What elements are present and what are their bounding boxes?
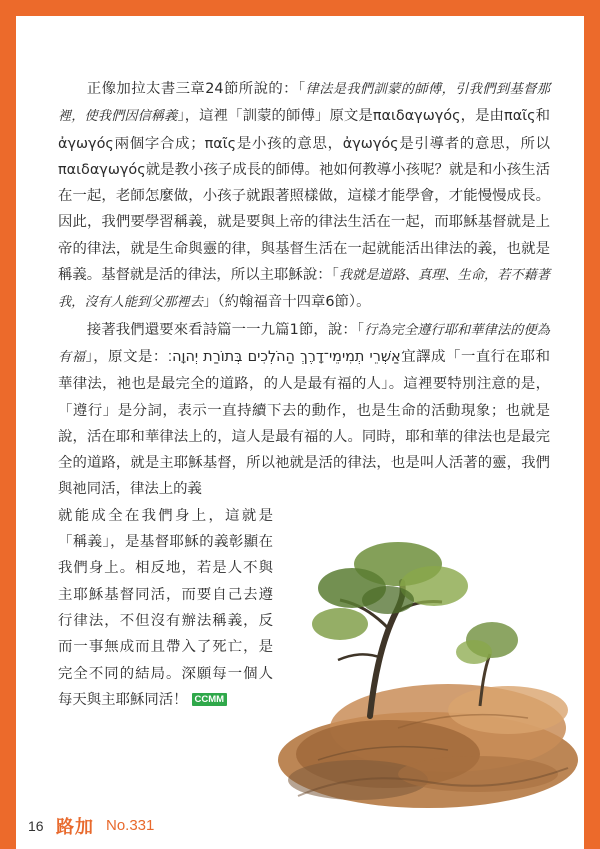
text-run: 兩個字合成；: [113, 135, 205, 152]
greek-word: παιδαγωγός: [372, 108, 461, 125]
paragraph-2-continued: [58, 503, 273, 713]
text-run: 接著我們還要來看詩篇一一九篇1節，說：「: [86, 321, 365, 338]
text-run: 就能成全在我們身上，這就是「稱義」，是基督耶穌的義彰顯在我們身上。相反地，若是人不與主耶穌基督同活，而要自己去遵行律法，不但沒有辦法稱義，反而一事無成而且帶入了死亡，是完全不同的結局。深願每一個人每天與主耶穌同活！: [58, 507, 273, 708]
text-run: 就是教小孩子成長的師傅。祂如何教導小孩呢？就是和小孩生活在一起，老師怎麼做，小孩子就跟著照樣做，這樣才能學會，才能慢慢成長。因此，我們要學習稱義，就是要與上帝的律法生活在一起，而耶穌基督就是上帝的律法，就是生命與靈的律，與基督生活在一起就能活出律法的義，也就是稱義。基督就是活的律法，所以主耶穌說：「: [58, 161, 550, 284]
hebrew-text: אַשְׁרֵי תְמִימֵי־דָרֶךְ הַהֹלְכִים בְּתוֹרַת יְהוָה׃: [167, 348, 401, 365]
paragraph-2: [58, 317, 550, 503]
scripture-quote: 律法是我們訓蒙的師傅，引我們到基督那裡，使我們因信稱義: [58, 82, 550, 125]
issue-number: No.331: [106, 817, 155, 834]
greek-word: παῖς: [204, 135, 237, 152]
text-run: 宜譯成「一直行在耶和華律法，祂也是最完全的道路，的人是最有福的人」。這裡要特別注意的是，「遵行」是分詞，表示一直持續下去的動作，也是生命的活動現象；也就是說，活在耶和華律法上的，這人是最有福的人。同時，耶和華的律法也是最完全的道路，就是主耶穌基督，所以祂就是活的律法，也是叫人活著的靈，我們與祂同活，律法上的義: [58, 348, 550, 498]
text-run: 正像加拉太書三章24節所說的：「: [86, 81, 306, 97]
tree-illustration: [278, 528, 580, 810]
paragraph-1: [58, 76, 550, 317]
greek-word: παιδαγωγός: [58, 161, 146, 178]
publication-logo: 路加: [56, 817, 94, 838]
greek-word: ἀγωγός: [342, 135, 399, 152]
page-footer: [16, 810, 584, 849]
scripture-quote: 我就是道路、真理、生命，若不藉著我，沒有人能到父那裡去: [58, 268, 551, 311]
text-run: 和: [535, 108, 550, 125]
greek-word: ἀγωγός: [58, 135, 114, 152]
text-run: ，是由: [460, 108, 505, 125]
text-run: 」，原文是：: [85, 348, 168, 365]
text-run: 」（約翰福音十四章6節）。: [203, 294, 371, 311]
text-run: 是引導者的意思，所以: [398, 135, 550, 152]
ccmm-badge: CCMM: [192, 693, 228, 706]
scripture-quote: 行為完全遵行耶和華律法的便為有福: [58, 322, 550, 365]
text-run: 是小孩的意思，: [236, 135, 343, 152]
page-number: 16: [28, 818, 44, 834]
text-run: 」，這裡「訓蒙的師傅」原文是: [177, 108, 373, 125]
greek-word: παῖς: [504, 108, 536, 125]
